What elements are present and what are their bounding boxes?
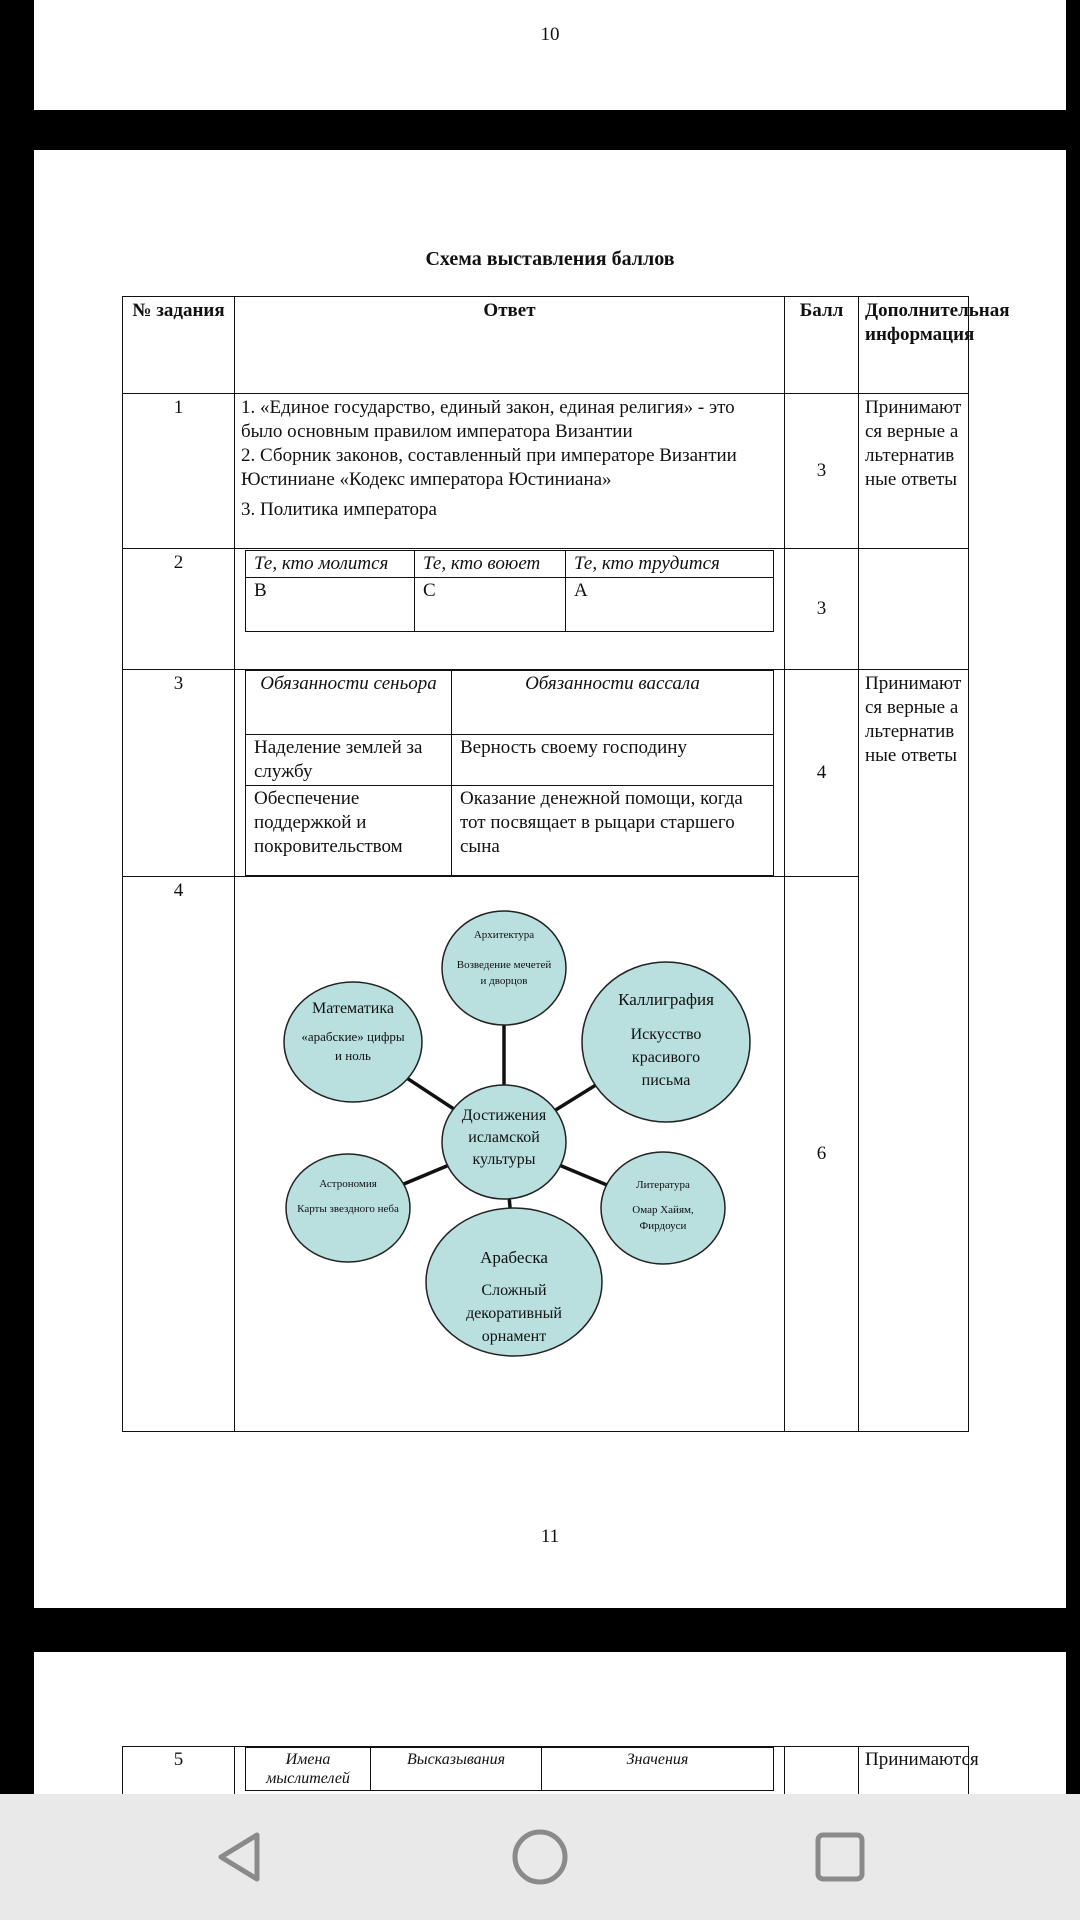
duties-header: Обязанности вассала — [452, 671, 774, 735]
thinkers-header: Высказывания — [371, 1748, 542, 1791]
task-number: 1 — [123, 394, 235, 549]
header-extra: Дополнительная информация — [859, 297, 969, 394]
estate-header: Те, кто воюет — [415, 551, 566, 578]
table-row — [123, 670, 969, 877]
thinkers-header: Имена мыслителей — [246, 1748, 371, 1791]
table-row — [123, 549, 969, 670]
page-number: 10 — [540, 24, 560, 45]
mathematics-text: «арабские» цифры и ноль — [301, 1029, 405, 1063]
task-number: 4 — [123, 877, 235, 1432]
islamic-culture-diagram — [235, 877, 783, 1430]
page-number: 11 — [540, 1526, 560, 1547]
estates-table — [245, 550, 774, 632]
score-value: 4 — [785, 670, 859, 877]
document-page-11 — [34, 150, 1066, 1608]
back-button[interactable] — [181, 1794, 301, 1920]
duty-cell: Оказание денежной помощи, когда тот посвящает в рыцари старшего сына — [452, 786, 774, 876]
calligraphy-text: Искусство красивого письма — [630, 1026, 702, 1089]
header-score: Балл — [785, 297, 859, 394]
extra-info — [859, 877, 969, 1432]
estate-header: Те, кто молится — [246, 551, 415, 578]
duty-cell: Верность своему господину — [452, 735, 774, 786]
document-page-10 — [34, 0, 1066, 110]
back-triangle-icon — [213, 1829, 269, 1885]
scoring-table — [122, 296, 1010, 1432]
architecture-text: Возведение мечетей и дворцов — [456, 959, 552, 987]
header-answer: Ответ — [235, 297, 785, 394]
literature-text: Омар Хайям, Фирдоуси — [632, 1204, 694, 1232]
extra-info: Принимаются — [859, 1747, 969, 1807]
task-number: 3 — [123, 670, 235, 877]
duties-header: Обязанности сеньора — [246, 671, 452, 735]
recents-button[interactable] — [780, 1794, 900, 1920]
home-button[interactable] — [480, 1794, 600, 1920]
duty-cell: Наделение землей за службу — [246, 735, 452, 786]
answer-cell — [235, 394, 785, 549]
extra-info — [859, 549, 969, 670]
astronomy-title: Астрономия — [319, 1178, 377, 1190]
extra-info: Принимаются верные альтернативные ответы — [859, 670, 969, 877]
answer-line: 1. «Единое государство, единый закон, единая религия» - это было основным правилом императора Византии — [241, 397, 735, 442]
answer-cell — [235, 549, 785, 670]
answer-line: 3. Политика императора — [241, 499, 437, 520]
answer-cell — [235, 670, 785, 877]
arabesque-text: Сложный декоративный орнамент — [466, 1282, 562, 1345]
duty-cell: Обеспечение поддержкой и покровительством — [246, 786, 452, 876]
astronomy-text: Карты звездного неба — [297, 1203, 399, 1215]
table-row — [123, 394, 969, 549]
estate-answer: С — [415, 578, 566, 632]
diagram-cell — [235, 877, 785, 1432]
architecture-title: Архитектура — [473, 929, 535, 941]
literature-title: Литература — [636, 1179, 690, 1191]
calligraphy-title: Каллиграфия — [618, 990, 714, 1009]
header-num: № задания — [123, 297, 235, 394]
estate-answer: В — [246, 578, 415, 632]
task-number: 2 — [123, 549, 235, 670]
navigation-bar — [0, 1794, 1080, 1920]
answer-line: 2. Сборник законов, составленный при императоре Византии Юстиниане «Кодекс императора Юстиниана» — [241, 445, 737, 490]
extra-info: Принимаются верные альтернативные ответы — [859, 394, 969, 549]
center-text: Достижения исламской культуры — [461, 1107, 547, 1168]
scoring-title: Схема выставления баллов — [425, 248, 675, 270]
score-value: 3 — [785, 549, 859, 670]
recents-square-icon — [812, 1829, 868, 1885]
score-value: 3 — [785, 394, 859, 549]
table-header-row — [123, 297, 969, 394]
thinkers-table — [245, 1747, 774, 1791]
estate-header: Те, кто трудится — [566, 551, 774, 578]
duties-table — [245, 670, 774, 876]
home-circle-icon — [510, 1827, 570, 1887]
score-value: 6 — [785, 877, 859, 1432]
table-row — [123, 877, 969, 1432]
mathematics-title: Математика — [312, 1000, 394, 1017]
task-number: 5 — [123, 1747, 235, 1807]
thinkers-header: Значения — [542, 1748, 774, 1791]
arabesque-title: Арабеска — [480, 1248, 548, 1267]
estate-answer: А — [566, 578, 774, 632]
